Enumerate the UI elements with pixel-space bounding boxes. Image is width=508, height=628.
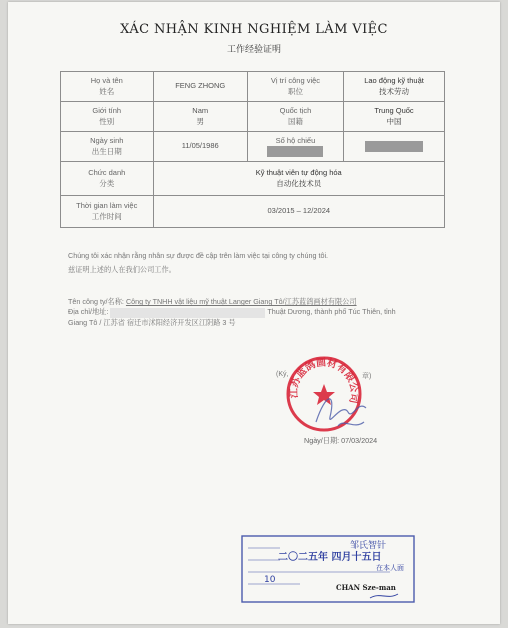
category-value-vi: Kỹ thuật viên tự động hóa — [255, 168, 342, 178]
nationality-label-cell — [247, 102, 343, 132]
notary-date: 二〇二五年 四月十五日 — [278, 552, 382, 563]
notary-number: 10 — [264, 575, 276, 585]
category-label-zh: 分类 — [99, 178, 115, 188]
document-title: XÁC NHẬN KINH NGHIỆM LÀM VIỆC — [120, 22, 388, 37]
notary-line1: 邹氏智针 — [350, 541, 387, 551]
sign-label-right: 章) — [362, 373, 372, 380]
position-value-vi: Lao động kỹ thuật — [364, 76, 424, 86]
document-page — [8, 2, 500, 624]
handwritten-signature — [308, 382, 378, 442]
signature-date-line: Ngày/日期: 07/03/2024 — [304, 436, 378, 445]
position-label-vi: Vị trí công việc — [270, 76, 321, 86]
notary-stamp — [240, 534, 416, 604]
company-seal-text: 江苏蓝鸽画材有限公司 — [288, 357, 360, 405]
company-address-value-2: Giang Tô / 江苏省 宿迁市沭阳经济开发区江阴路 3 号 — [68, 317, 236, 327]
passport-value-cell — [344, 132, 445, 162]
date-label: Ngày/日期 — [304, 436, 338, 445]
name-label-zh: 姓名 — [99, 86, 115, 96]
position-label-cell — [247, 72, 343, 102]
company-block — [68, 297, 453, 328]
category-value-cell — [153, 162, 444, 196]
period-label-vi: Thời gian làm việc — [76, 201, 138, 211]
notary-name: CHAN Sze-man — [336, 583, 396, 592]
nationality-value-cell — [344, 102, 445, 132]
name-value: FENG ZHONG — [153, 72, 247, 102]
dob-label-vi: Ngày sinh — [90, 136, 124, 146]
notary-line3: 在本人面 — [376, 564, 404, 572]
nationality-label-zh: 国籍 — [287, 116, 303, 126]
gender-label-vi: Giới tính — [92, 106, 122, 116]
company-address-label: Địa chỉ/地址: — [68, 307, 109, 317]
name-label-vi: Họ và tên — [90, 76, 123, 86]
notary-signature — [370, 594, 398, 598]
period-value: 03/2015 – 12/2024 — [153, 196, 444, 228]
passport-label-vi: Số hộ chiếu — [275, 135, 316, 145]
statement-zh: 兹证明上述的人在我们公司工作。 — [68, 265, 176, 274]
statement-vi: Chúng tôi xác nhận rằng nhân sự được đề cập trên làm việc tại công ty chúng tôi. — [68, 251, 329, 260]
gender-label-cell — [61, 102, 154, 132]
document-subtitle: 工作经验证明 — [226, 45, 281, 55]
company-name-value: Công ty TNHH vật liệu mỹ thuật Langer Giang Tô/江苏蓝鸽画材有限公司 — [125, 297, 357, 306]
company-name-line — [68, 297, 453, 307]
address-redaction — [110, 308, 265, 318]
gender-label-zh: 性别 — [99, 116, 115, 126]
category-label-cell — [61, 162, 154, 196]
nationality-value-vi: Trung Quốc — [374, 106, 414, 116]
position-value-zh: 技术劳动 — [379, 86, 410, 96]
category-label-vi: Chức danh — [88, 168, 126, 178]
period-label-cell — [61, 196, 154, 228]
passport-label-cell — [247, 132, 343, 162]
nationality-value-zh: 中国 — [386, 116, 402, 126]
passport-redaction — [267, 146, 323, 157]
sign-label-left: (Ký, — [276, 371, 289, 378]
position-value-cell — [344, 72, 445, 102]
notary-stamp-svg — [240, 534, 416, 604]
name-label-cell — [61, 72, 154, 102]
position-label-zh: 职位 — [287, 86, 303, 96]
info-table — [60, 71, 445, 228]
gender-value-cell — [153, 102, 247, 132]
company-name-label: Tên công ty/名称: — [68, 297, 124, 306]
company-address-line — [68, 307, 453, 317]
company-address-value-1: Thuật Dương, thành phố Túc Thiên, tỉnh — [267, 307, 396, 317]
date-value: 07/03/2024 — [341, 436, 378, 445]
dob-label-cell — [61, 132, 154, 162]
dob-label-zh: 出生日期 — [91, 146, 122, 156]
gender-value-vi: Nam — [192, 106, 209, 116]
period-label-zh: 工作时间 — [91, 211, 122, 221]
nationality-label-vi: Quốc tịch — [279, 106, 312, 116]
category-value-zh: 自动化技术员 — [276, 178, 322, 188]
passport-value-redaction — [365, 141, 423, 152]
dob-value: 11/05/1986 — [153, 132, 247, 162]
gender-value-zh: 男 — [196, 116, 204, 126]
